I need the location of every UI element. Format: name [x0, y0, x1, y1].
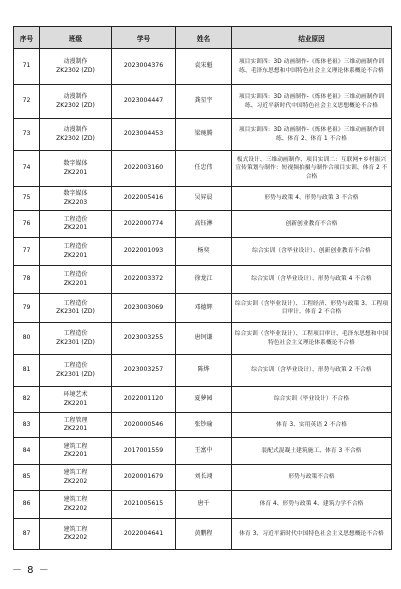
- class-code: ZK2201: [63, 451, 88, 458]
- row-index: 74: [14, 151, 40, 187]
- class-major: 工程造价: [63, 271, 88, 279]
- table-row: [14, 187, 392, 211]
- row-class: [40, 413, 112, 438]
- class-code: ZK2302 (ZD): [56, 134, 95, 142]
- row-reason: 创新创业教育不合格: [232, 211, 392, 238]
- row-index: 84: [14, 438, 40, 465]
- row-index: 73: [14, 119, 40, 151]
- header-class: 班级: [40, 27, 112, 49]
- class-code: ZK2201: [63, 168, 88, 176]
- row-index: 83: [14, 413, 40, 438]
- row-class: [40, 491, 112, 519]
- row-reason: 综合实训（含毕业设计）、工程项目审计、毛泽东思想和中国特色社会主义理论体系概论不合格: [232, 323, 392, 355]
- class-major: 建筑工程: [63, 442, 88, 450]
- table-row: [14, 49, 392, 85]
- row-index: 76: [14, 211, 40, 238]
- class-major: 工程造价: [63, 330, 88, 338]
- row-name: 黄鹏程: [176, 519, 232, 550]
- class-code: ZK2202: [63, 477, 88, 485]
- row-name: 龚星宇: [176, 85, 232, 119]
- row-name: 高钰淋: [176, 211, 232, 238]
- row-reason: 综合实训（含毕业设计）、创新创业教育不合格: [232, 238, 392, 266]
- row-student-id: 2023004453: [112, 119, 176, 151]
- class-code: ZK2301 (ZD): [56, 338, 95, 346]
- row-reason: 综合实训（毕业设计）不合格: [232, 387, 392, 413]
- table-row: [14, 85, 392, 119]
- class-major: 环境艺术: [63, 391, 88, 399]
- class-code: ZK2201: [63, 425, 88, 432]
- row-class: [40, 294, 112, 323]
- row-index: 85: [14, 465, 40, 491]
- class-code: ZK2201: [63, 399, 88, 407]
- dropout-reason-table: [13, 26, 392, 550]
- row-class: [40, 438, 112, 465]
- row-class: [40, 151, 112, 187]
- row-reason: 体育 3、实用英语 2 不合格: [232, 413, 392, 438]
- row-name: 徐龙江: [176, 266, 232, 294]
- table-row: [14, 519, 392, 550]
- header-index: 序号: [14, 27, 40, 49]
- row-index: 79: [14, 294, 40, 323]
- table-row: [14, 211, 392, 238]
- table-row: [14, 438, 392, 465]
- row-index: 72: [14, 85, 40, 119]
- table-row: [14, 119, 392, 151]
- row-reason: 项目实训四：3D 动画制作-《炼体老祖》三维动画制作训练、体育 2、体育 1 不合格: [232, 119, 392, 151]
- row-student-id: 2020000546: [112, 413, 176, 438]
- class-code: ZK2201: [63, 251, 88, 259]
- header-student-id: 学号: [112, 27, 176, 49]
- row-reason: 体育 3、习近平新时代中国特色社会主义思想概论不合格: [232, 519, 392, 550]
- row-reason: 形势与政策 4、形势与政策 3 不合格: [232, 187, 392, 211]
- row-reason: 项目实训四：3D 动画制作-《炼体老祖》三维动画制作训练、毛泽东思想和中国特色社会主义理论体系概论不合格: [232, 49, 392, 85]
- page-number: － 8 －: [12, 565, 50, 576]
- class-major: 动漫制作: [63, 93, 88, 101]
- row-reason: 综合实训（含毕业设计）、形势与政策 4 不合格: [232, 266, 392, 294]
- row-student-id: 2022001120: [112, 387, 176, 413]
- row-name: 夏夢园: [176, 387, 232, 413]
- row-student-id: 2021005615: [112, 491, 176, 519]
- class-major: 工程造价: [63, 362, 88, 370]
- row-name: 杨奕: [176, 238, 232, 266]
- row-student-id: 2023003069: [112, 294, 176, 323]
- table-row: [14, 387, 392, 413]
- row-index: 86: [14, 491, 40, 519]
- row-student-id: 2022004641: [112, 519, 176, 550]
- row-name: 邓德辉: [176, 294, 232, 323]
- row-student-id: 2017001559: [112, 438, 176, 465]
- row-name: 刘长翊: [176, 465, 232, 491]
- row-class: [40, 323, 112, 355]
- row-index: 71: [14, 49, 40, 85]
- class-code: ZK2203: [63, 198, 88, 206]
- class-major: 数字媒体: [63, 160, 88, 168]
- row-name: 梁琬腾: [176, 119, 232, 151]
- row-index: 80: [14, 323, 40, 355]
- row-student-id: 2022005416: [112, 187, 176, 211]
- row-index: 78: [14, 266, 40, 294]
- class-major: 建筑工程: [63, 469, 88, 477]
- row-student-id: 2022001093: [112, 238, 176, 266]
- class-code: ZK2302 (ZD): [56, 66, 95, 74]
- class-code: ZK2301 (ZD): [56, 308, 95, 315]
- row-class: [40, 49, 112, 85]
- row-index: 75: [14, 187, 40, 211]
- row-student-id: 2023004447: [112, 85, 176, 119]
- row-name: 唐千: [176, 491, 232, 519]
- class-major: 工程造价: [63, 215, 88, 223]
- row-student-id: 2022003160: [112, 151, 176, 187]
- class-major: 数字媒体: [63, 190, 88, 198]
- class-code: ZK2301 (ZD): [56, 370, 95, 378]
- table-row: [14, 491, 392, 519]
- class-major: 建筑工程: [63, 496, 88, 504]
- class-major: 动漫制作: [63, 126, 88, 134]
- row-class: [40, 119, 112, 151]
- row-class: [40, 519, 112, 550]
- class-code: ZK2202: [63, 504, 88, 512]
- row-class: [40, 187, 112, 211]
- class-code: ZK2202: [63, 534, 88, 541]
- table-header-row: [14, 27, 392, 49]
- row-name: 袁宋魁: [176, 49, 232, 85]
- header-name: 姓名: [176, 27, 232, 49]
- row-reason: 板式设计、三维动画制作、项目实训二：互联网+乡村振兴宣传策划与制作：短视频拍摄与制作合项目实训、体育 2 不合格: [232, 151, 392, 187]
- class-major: 工程造价: [63, 299, 88, 307]
- row-reason: 综合实训（含毕业设计）、工程经济、形势与政策 3、工程项目审计、体育 2 不合格: [232, 294, 392, 323]
- header-reason: 结业原因: [232, 27, 392, 49]
- row-name: 唐钶谦: [176, 323, 232, 355]
- row-class: [40, 387, 112, 413]
- row-reason: 项目实训四：3D 动画制作-《炼体老祖》三维动画制作训练、习近平新时代中国特色社会主义思想概论不合格: [232, 85, 392, 119]
- table-row: [14, 294, 392, 323]
- table-row: [14, 266, 392, 294]
- row-class: [40, 465, 112, 491]
- class-major: 工程造价: [63, 243, 88, 251]
- row-name: 王富中: [176, 438, 232, 465]
- row-index: 81: [14, 355, 40, 387]
- row-student-id: 2023003255: [112, 323, 176, 355]
- class-code: ZK2302 (ZD): [56, 101, 95, 109]
- table-row: [14, 151, 392, 187]
- class-major: 动漫制作: [63, 58, 88, 66]
- table-row: [14, 465, 392, 491]
- row-class: [40, 355, 112, 387]
- row-index: 77: [14, 238, 40, 266]
- table-row: [14, 355, 392, 387]
- row-index: 82: [14, 387, 40, 413]
- row-class: [40, 211, 112, 238]
- row-index: 87: [14, 519, 40, 550]
- table-row: [14, 238, 392, 266]
- class-code: ZK2201: [63, 279, 88, 287]
- table-row: [14, 413, 392, 438]
- class-major: 建筑工程: [63, 525, 88, 533]
- row-student-id: 2023004376: [112, 49, 176, 85]
- row-name: 吴昇晨: [176, 187, 232, 211]
- row-student-id: 2020001679: [112, 465, 176, 491]
- class-major: 工程管理: [63, 416, 88, 424]
- row-reason: 形势与政策不合格: [232, 465, 392, 491]
- row-student-id: 2022000774: [112, 211, 176, 238]
- row-reason: 综合实训（含毕业设计）、形势与政策 2 不合格: [232, 355, 392, 387]
- row-reason: 体育 4、形势与政策 4、建筑力学不合格: [232, 491, 392, 519]
- table-row: [14, 323, 392, 355]
- row-class: [40, 238, 112, 266]
- row-reason: 装配式混凝土建筑施工、体育 3 不合格: [232, 438, 392, 465]
- row-student-id: 2022003372: [112, 266, 176, 294]
- row-name: 张钞瑜: [176, 413, 232, 438]
- class-code: ZK2201: [63, 224, 88, 231]
- row-name: 陈烨: [176, 355, 232, 387]
- row-class: [40, 266, 112, 294]
- row-class: [40, 85, 112, 119]
- row-name: 任忠伟: [176, 151, 232, 187]
- row-student-id: 2023003257: [112, 355, 176, 387]
